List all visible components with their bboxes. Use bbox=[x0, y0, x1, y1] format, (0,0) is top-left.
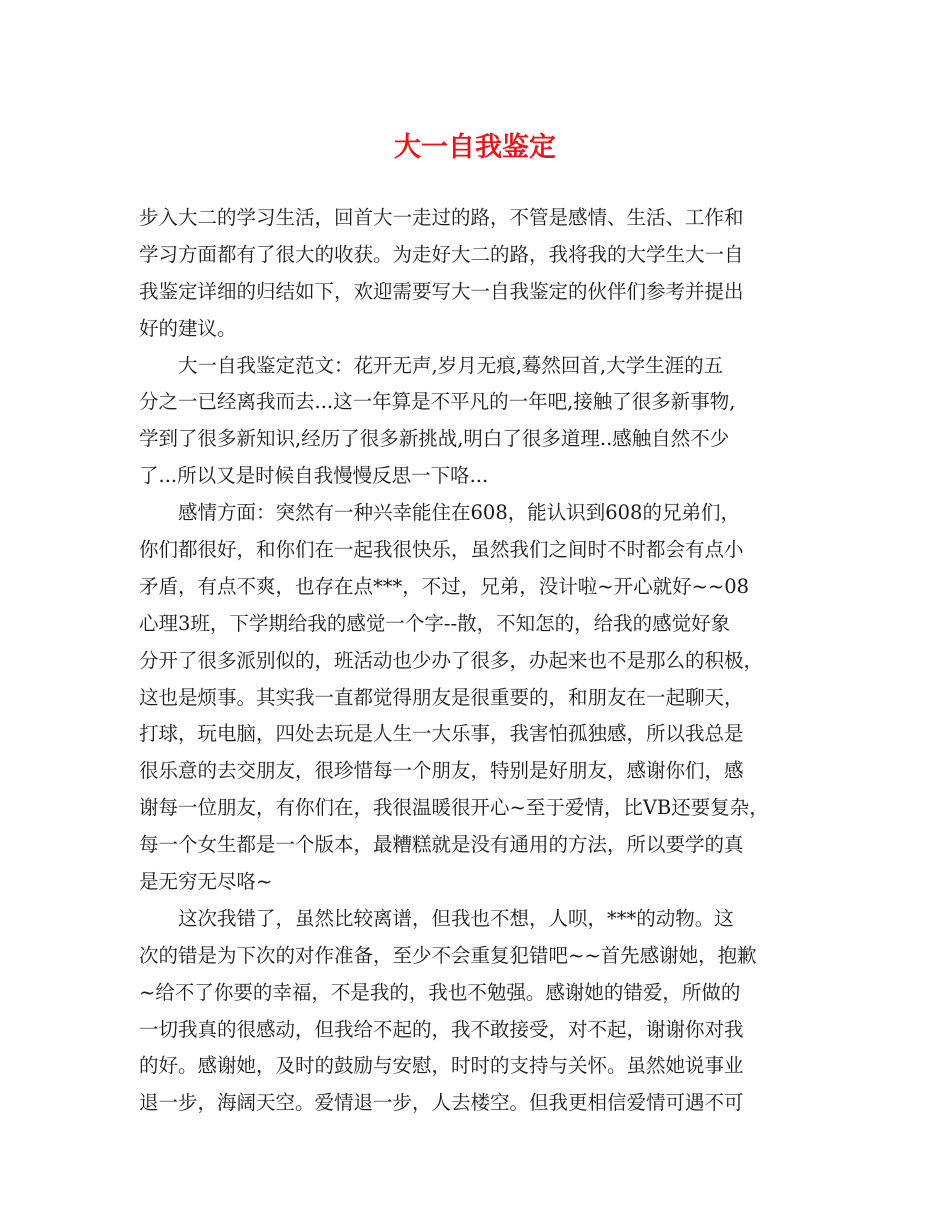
paragraph-apology bbox=[139, 901, 829, 1122]
text-line: ~给不了你要的幸福，不是我的，我也不勉强。感谢她的错爱，所做的 bbox=[139, 980, 741, 1004]
text-line: 矛盾，有点不爽，也存在点***，不过，兄弟，没计啦~开心就好~~08 bbox=[139, 574, 750, 598]
text-line: 你们都很好，和你们在一起我很快乐，虽然我们之间时不时都会有点小 bbox=[139, 538, 744, 562]
text-line: 每一个女生都是一个版本，最糟糕就是没有通用的方法，所以要学的真 bbox=[139, 833, 744, 857]
text-line: 退一步，海阔天空。爱情退一步，人去楼空。但我更相信爱情可遇不可 bbox=[139, 1091, 744, 1115]
text-line: 感情方面：突然有一种兴幸能住在608，能认识到608的兄弟们， bbox=[139, 501, 740, 525]
text-line: 步入大二的学习生活，回首大一走过的路，不管是感情、生活、工作和 bbox=[139, 206, 744, 229]
text-line: 了...所以又是时候自我慢慢反思一下咯... bbox=[139, 464, 489, 488]
text-line: 打球，玩电脑，四处去玩是人生一大乐事，我害怕孤独感，所以我总是 bbox=[139, 722, 744, 746]
text-line: 学习方面都有了很大的收获。为走好大二的路，我将我的大学生大一自 bbox=[139, 242, 744, 266]
text-line: 是无穷无尽咯~ bbox=[139, 870, 273, 894]
text-line: 大一自我鉴定范文：花开无声,岁月无痕,蓦然回首,大学生涯的五 bbox=[139, 353, 724, 377]
text-line: 分之一已经离我而去...这一年算是不平凡的一年吧,接触了很多新事物, bbox=[139, 390, 736, 414]
paragraph-intro bbox=[139, 200, 829, 348]
text-line: 好的建议。 bbox=[139, 316, 237, 340]
document-title: 大一自我鉴定 bbox=[394, 132, 556, 163]
text-line: 的好。感谢她，及时的鼓励与安慰，时时的支持与关怀。虽然她说事业 bbox=[139, 1054, 744, 1078]
paragraph-emotions bbox=[139, 495, 829, 901]
text-line: 一切我真的很感动，但我给不起的，我不敢接受，对不起，谢谢你对我 bbox=[139, 1017, 744, 1041]
text-line: 我鉴定详细的归结如下，欢迎需要写大一自我鉴定的伙伴们参考并提出 bbox=[139, 279, 744, 303]
text-line: 学到了很多新知识,经历了很多新挑战,明白了很多道理..感触自然不少 bbox=[139, 427, 730, 451]
text-line: 这也是烦事。其实我一直都觉得朋友是很重要的，和朋友在一起聊天， bbox=[139, 685, 744, 709]
text-line: 分开了很多派别似的，班活动也少办了很多，办起来也不是那么的积极， bbox=[139, 648, 764, 672]
text-line: 心理3班，下学期给我的感觉一个字--散，不知怎的，给我的感觉好象 bbox=[139, 611, 731, 635]
text-line: 谢每一位朋友，有你们在，我很温暖很开心~至于爱情，比VB还要复杂， bbox=[139, 796, 769, 820]
text-line: 次的错是为下次的对作准备，至少不会重复犯错吧~~首先感谢她，抱歉 bbox=[139, 943, 757, 967]
document-body bbox=[139, 200, 829, 1122]
paragraph-sample-opening bbox=[139, 348, 829, 496]
text-line: 很乐意的去交朋友，很珍惜每一个朋友，特别是好朋友，感谢你们，感 bbox=[139, 759, 744, 783]
text-line: 这次我错了，虽然比较离谱，但我也不想，人呗，***的动物。这 bbox=[139, 906, 734, 930]
